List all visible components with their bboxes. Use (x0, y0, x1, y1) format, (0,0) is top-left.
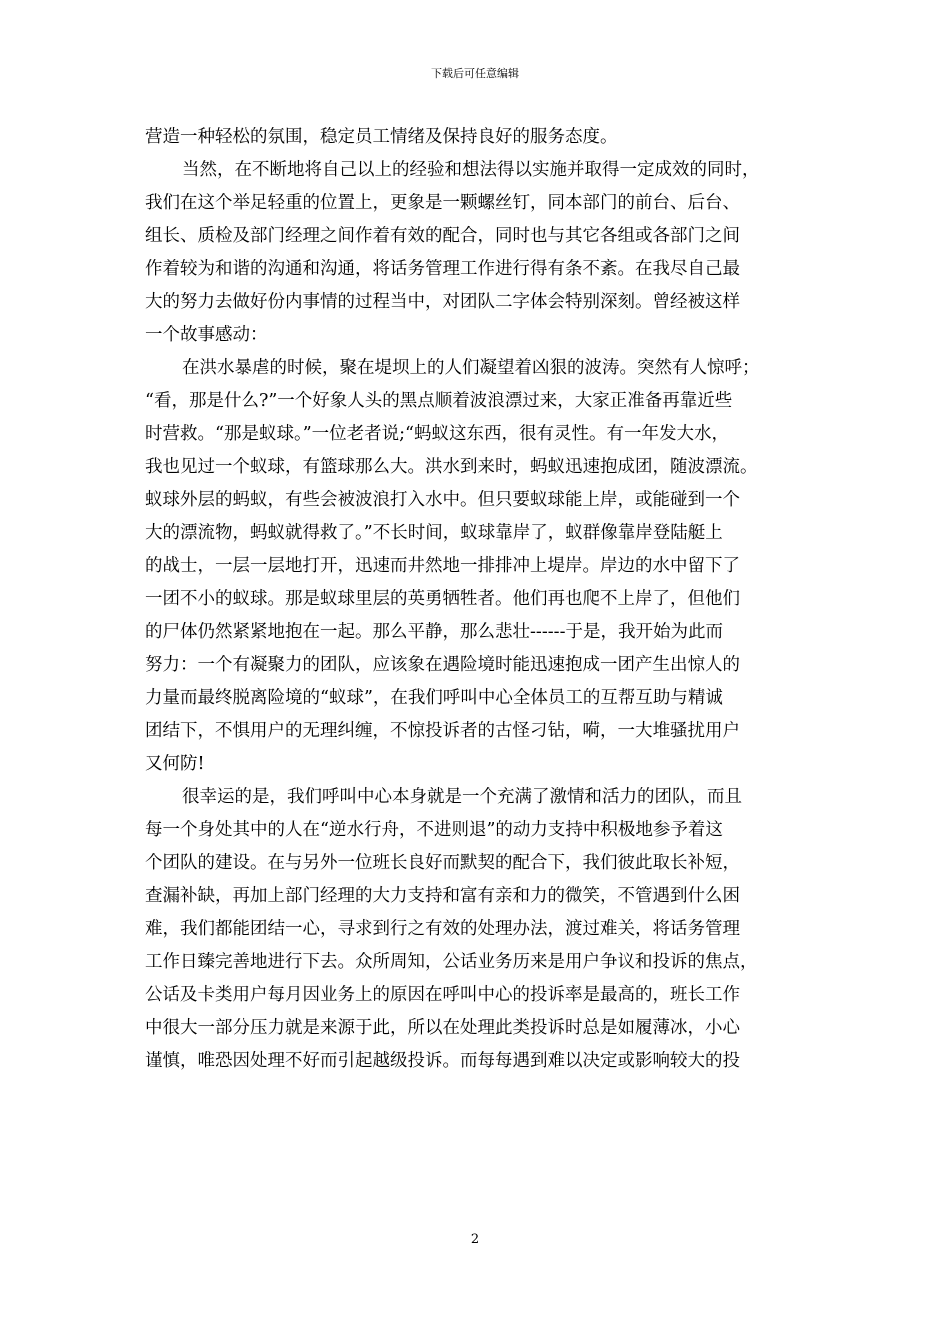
text-line: 中很大一部分压力就是来源于此，所以在处理此类投诉时总是如履薄冰，小心 (145, 1018, 740, 1038)
text-line: 蚁球外层的蚂蚁，有些会被波浪打入水中。但只要蚁球能上岸，或能碰到一个 (145, 490, 740, 510)
text-line: 作着较为和谐的沟通和沟通，将话务管理工作进行得有条不紊。在我尽自己最 (145, 259, 740, 279)
text-line: 力量而最终脱离险境的“蚁球”，在我们呼叫中心全体员工的互帮互助与精诚 (145, 688, 723, 708)
text-line: 努力：一个有凝聚力的团队，应该象在遇险境时能迅速抱成一团产生出惊人的 (145, 655, 740, 675)
text-line: 团结下，不惧用户的无理纠缠，不惊投诉者的古怪刁钻，嗬，一大堆骚扰用户 (145, 721, 740, 741)
text-line: “看，那是什么?”一个好象人头的黑点顺着波浪漂过来，大家正准备再靠近些 (145, 391, 733, 411)
text-line: 查漏补缺，再加上部门经理的大力支持和富有亲和力的微笑，不管遇到什么困 (145, 886, 740, 906)
text-line: 的战士，一层一层地打开，迅速而井然地一排排冲上堤岸。岸边的水中留下了 (145, 556, 740, 576)
text-line: 难，我们都能团结一心，寻求到行之有效的处理办法，渡过难关，将话务管理 (145, 919, 740, 939)
text-line: 营造一种轻松的氛围，稳定员工情绪及保持良好的服务态度。 (145, 127, 618, 147)
text-line: 时营救。“那是蚁球。”一位老者说;“蚂蚁这东西，很有灵性。有一年发大水， (145, 424, 729, 444)
text-line: 我们在这个举足轻重的位置上，更象是一颗螺丝钉，同本部门的前台、后台、 (145, 193, 740, 213)
page-header: 下载后可任意编辑 (431, 67, 519, 80)
text-line: 大的努力去做好份内事情的过程当中，对团队二字体会特别深刻。曾经被这样 (145, 292, 740, 312)
text-line: 当然，在不断地将自己以上的经验和想法得以实施并取得一定成效的同时， (182, 160, 760, 180)
text-line: 又何防! (145, 754, 205, 774)
text-line: 的尸体仍然紧紧地抱在一起。那么平静，那么悲壮------于是，我开始为此而 (145, 622, 723, 642)
paragraph (145, 781, 820, 1078)
text-line: 公话及卡类用户每月因业务上的原因在呼叫中心的投诉率是最高的，班长工作 (145, 985, 740, 1005)
paragraph (145, 352, 820, 781)
text-line: 一个故事感动： (145, 325, 268, 345)
paragraph (145, 154, 820, 352)
page-number: 2 (470, 1232, 480, 1247)
text-line: 每一个身处其中的人在“逆水行舟，不进则退”的动力支持中积极地参予着这 (145, 820, 723, 840)
text-line: 工作日臻完善地进行下去。众所周知，公话业务历来是用户争议和投诉的焦点， (145, 952, 758, 972)
text-line: 在洪水暴虐的时候，聚在堤坝上的人们凝望着凶狠的波涛。突然有人惊呼； (182, 358, 760, 378)
text-line: 个团队的建设。在与另外一位班长良好而默契的配合下，我们彼此取长补短， (145, 853, 740, 873)
text-line: 大的漂流物，蚂蚁就得救了。”不长时间，蚁球靠岸了，蚁群像靠岸登陆艇上 (145, 523, 723, 543)
body-text (145, 121, 820, 1078)
paragraph (145, 121, 820, 154)
text-line: 我也见过一个蚁球，有篮球那么大。洪水到来时，蚂蚁迅速抱成团，随波漂流。 (145, 457, 758, 477)
text-line: 组长、质检及部门经理之间作着有效的配合，同时也与其它各组或各部门之间 (145, 226, 740, 246)
text-line: 一团不小的蚁球。那是蚁球里层的英勇牺牲者。他们再也爬不上岸了，但他们 (145, 589, 740, 609)
text-line: 谨慎，唯恐因处理不好而引起越级投诉。而每每遇到难以决定或影响较大的投 (145, 1051, 740, 1071)
text-line: 很幸运的是，我们呼叫中心本身就是一个充满了激情和活力的团队，而且 (182, 787, 742, 807)
